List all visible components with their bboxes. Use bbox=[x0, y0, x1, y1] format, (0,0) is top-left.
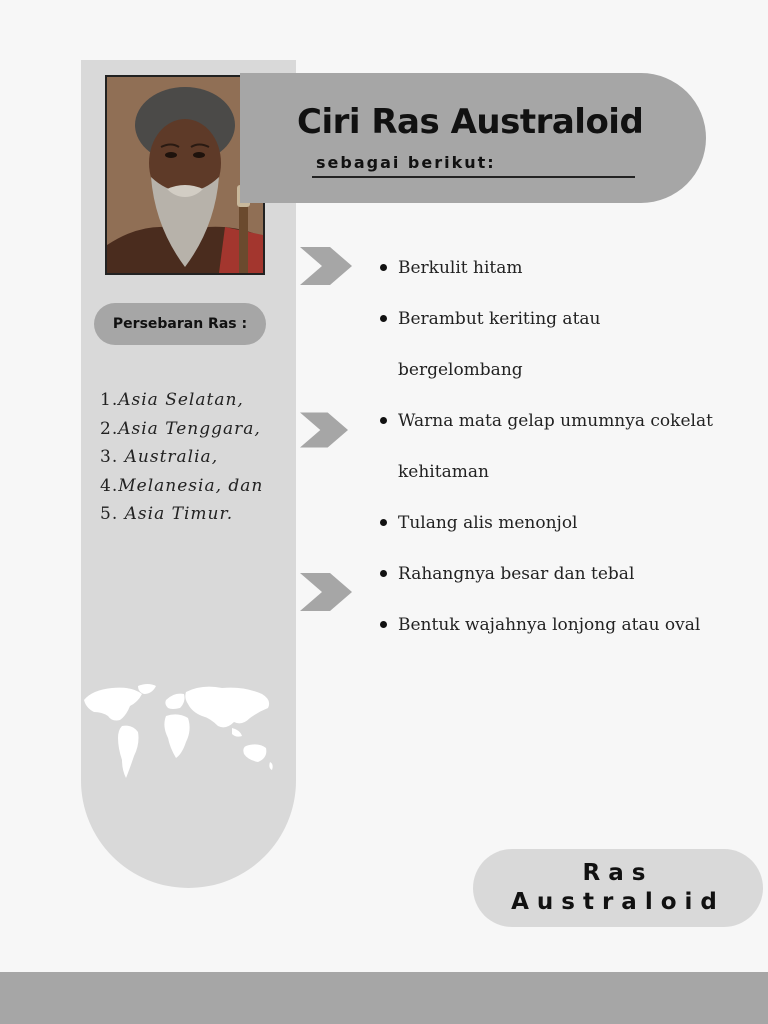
spread-list bbox=[100, 386, 263, 529]
spread-item bbox=[100, 415, 263, 444]
spread-item-number: 1. bbox=[100, 390, 119, 410]
spread-item-text: Asia Selatan, bbox=[118, 390, 244, 410]
page-title: Ciri Ras Australoid bbox=[297, 102, 644, 142]
spread-item bbox=[100, 472, 263, 501]
chevron-right-icon bbox=[300, 247, 352, 285]
spread-item bbox=[100, 386, 263, 415]
spread-item bbox=[100, 500, 263, 529]
trait-item: Warna mata gelap umumnya cokelat kehitaman bbox=[380, 396, 720, 498]
chevron-right-icon bbox=[300, 573, 352, 611]
spread-item-text: Melanesia, dan bbox=[118, 475, 264, 496]
spread-item bbox=[100, 443, 263, 472]
badge-line-1: Ras bbox=[582, 860, 654, 886]
trait-item: Berambut keriting atau bergelombang bbox=[380, 294, 720, 396]
spread-item-text: Asia Timur. bbox=[118, 504, 234, 524]
spread-item-number: 3. bbox=[100, 447, 119, 467]
chevron-right-icon bbox=[300, 411, 348, 449]
world-map-icon bbox=[82, 682, 282, 786]
spread-item-number: 4. bbox=[100, 475, 119, 496]
spread-item-text: Asia Tenggara, bbox=[118, 418, 261, 439]
page-subtitle: sebagai berikut: bbox=[316, 153, 496, 172]
trait-item: Rahangnya besar dan tebal bbox=[380, 549, 720, 600]
badge-line-2: Australoid bbox=[511, 889, 725, 915]
trait-item: Berkulit hitam bbox=[380, 243, 720, 294]
spread-heading: Persebaran Ras : bbox=[94, 303, 266, 345]
spread-item-number: 5. bbox=[100, 504, 119, 524]
spread-item-text: Australia, bbox=[118, 447, 219, 467]
spread-item-number: 2. bbox=[100, 418, 119, 439]
footer-bar bbox=[0, 972, 768, 1024]
trait-item: Tulang alis menonjol bbox=[380, 498, 720, 549]
race-badge bbox=[473, 849, 763, 927]
subtitle-underline bbox=[312, 176, 635, 178]
trait-item: Bentuk wajahnya lonjong atau oval bbox=[380, 600, 720, 651]
traits-list bbox=[380, 243, 720, 651]
